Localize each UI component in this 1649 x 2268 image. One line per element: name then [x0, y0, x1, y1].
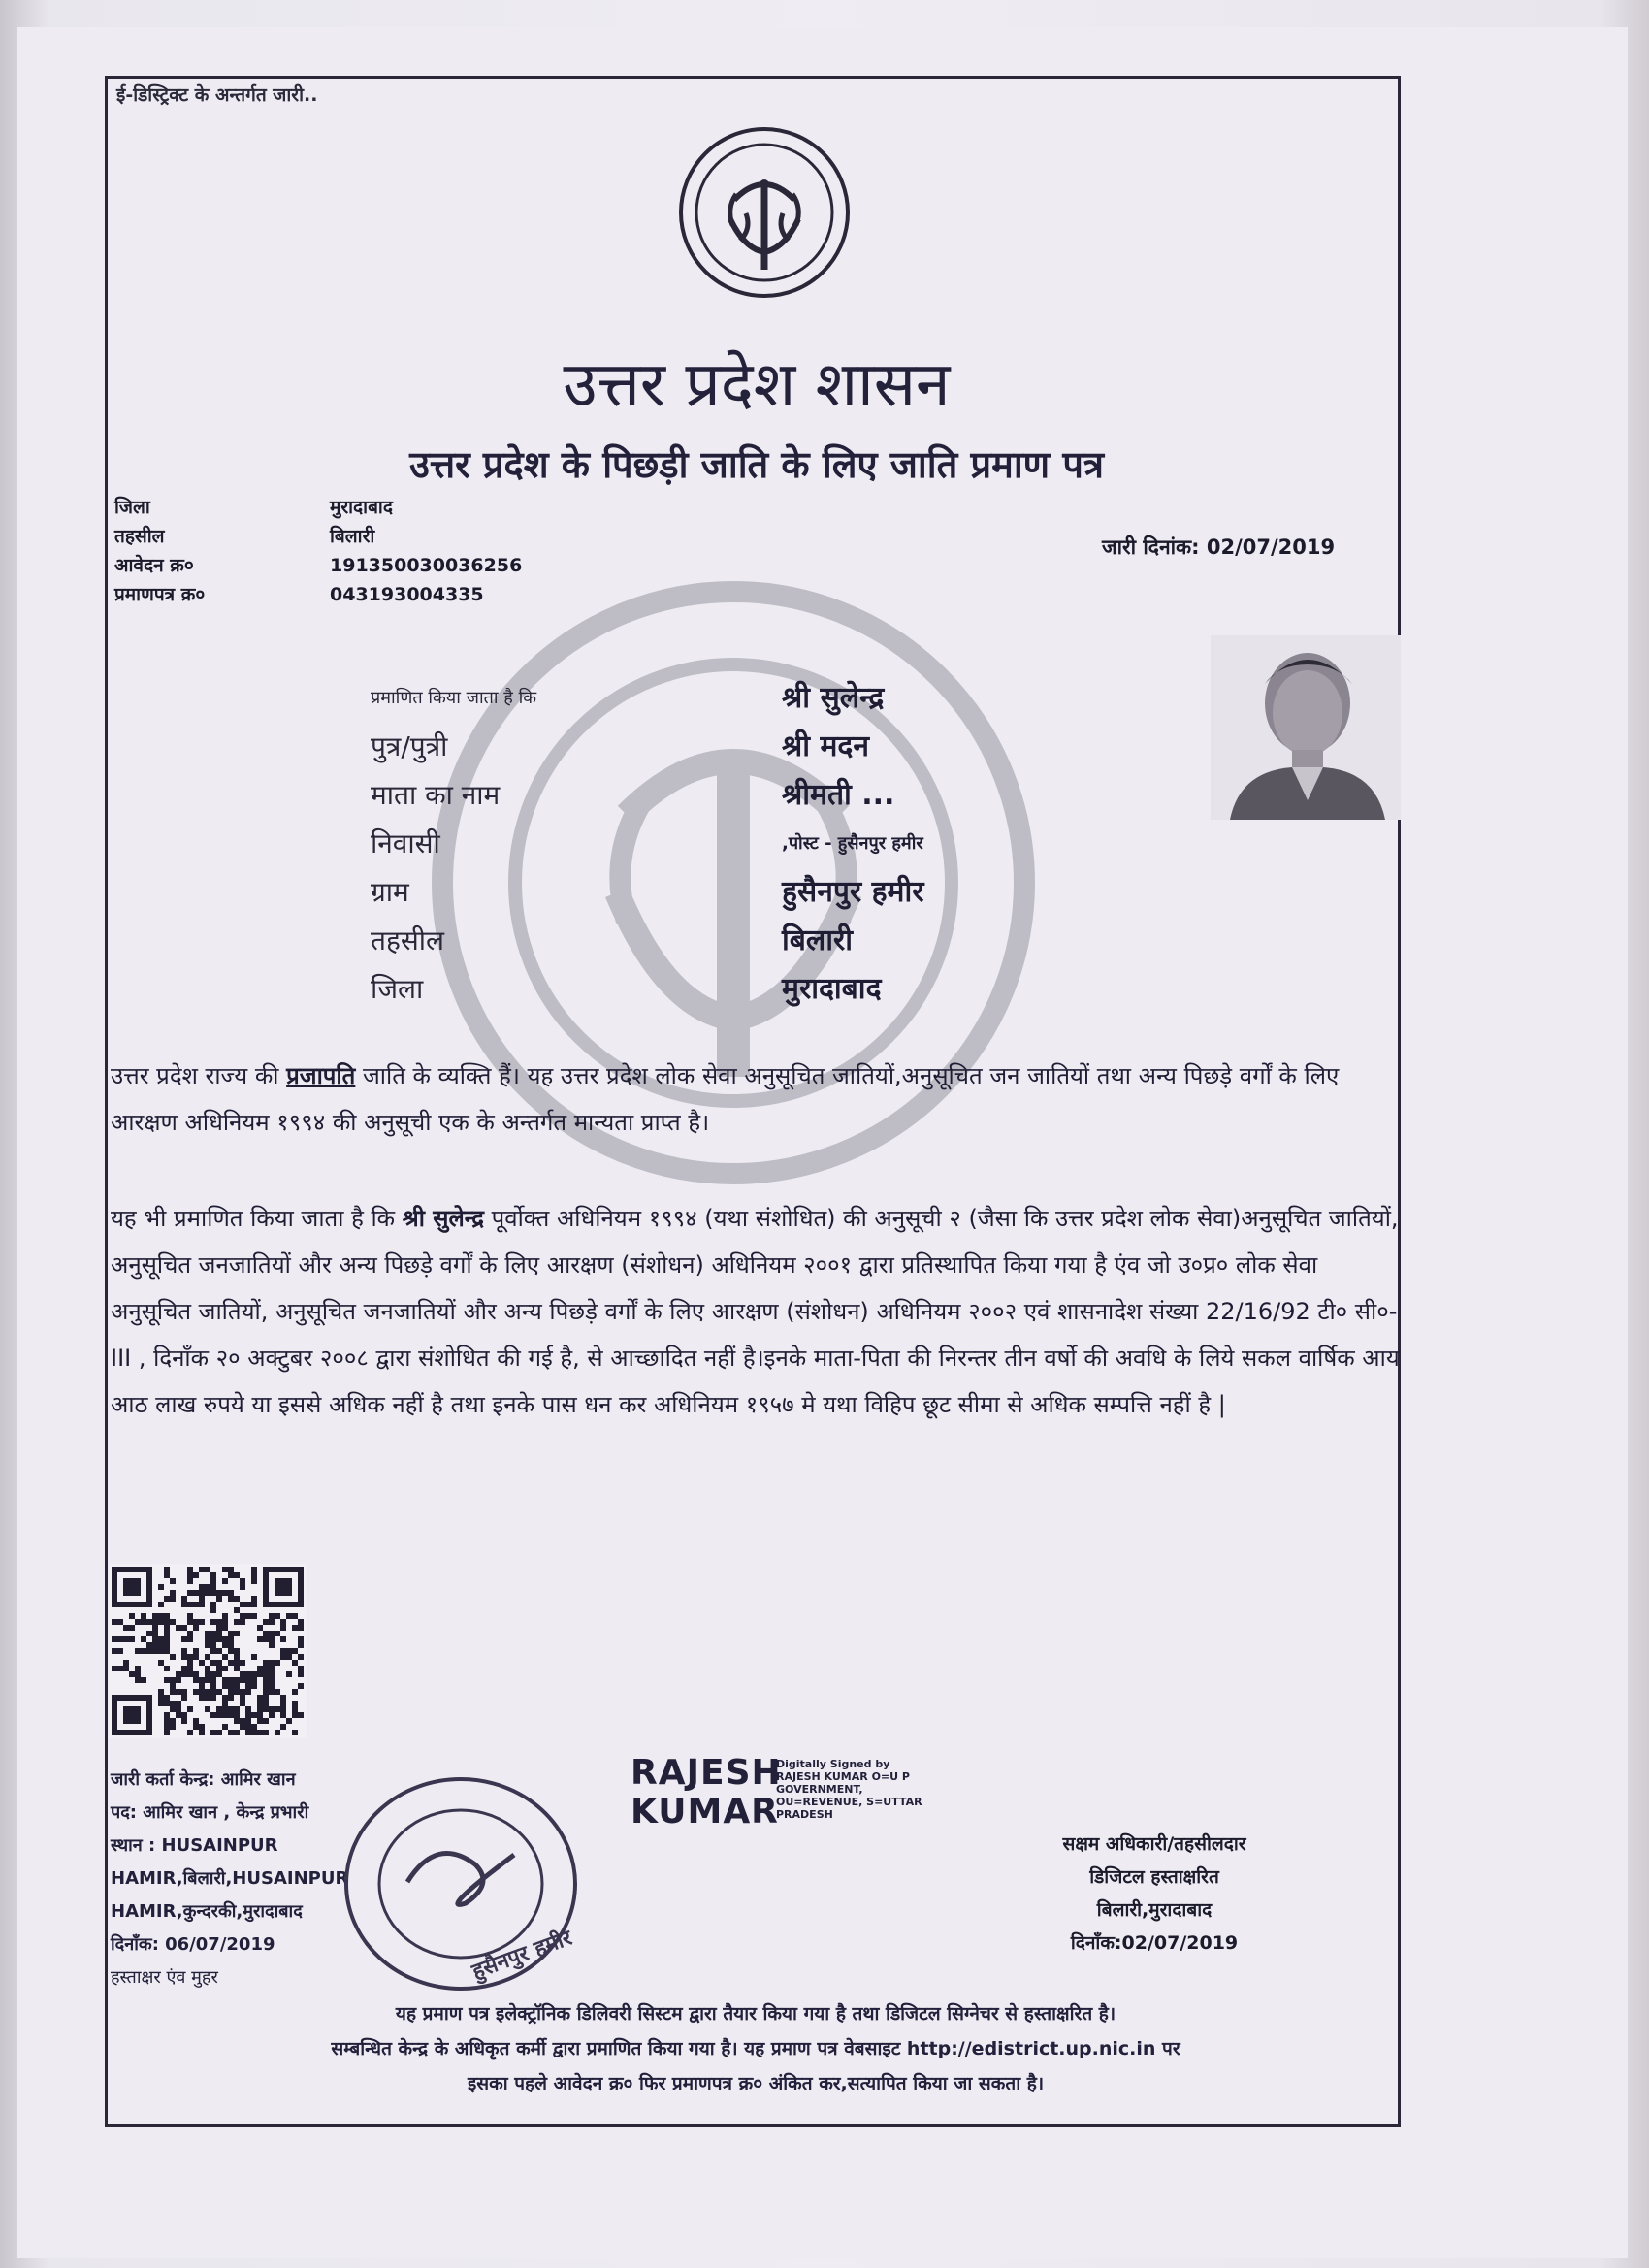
para1-pre: उत्तर प्रदेश राज्य की [111, 1062, 287, 1089]
stamp-text: हुसैनपुर हमीर [469, 1926, 576, 1985]
field-label-mother-name: माता का नाम [371, 779, 501, 811]
field-value-father: श्री मदन [782, 729, 869, 763]
district-label: जिला [114, 497, 150, 518]
issuer-center: जारी कर्ता केन्द्र: आमिर खान [111, 1769, 296, 1790]
page-title: उत्तर प्रदेश शासन [563, 349, 951, 421]
field-label-resident: निवासी [371, 827, 440, 859]
para1-post: जाति के व्यक्ति हैं। यह उत्तर प्रदेश लोक सेवा अनुसूचित जातियों,अनुसूचित जन जातियों तथा अन्य पिछड़े वर्गों के लिए आरक्षण अधिनियम १९९४ की अनुसूची एक के अन्तर्गत मान्यता प्राप्त है। [111, 1062, 1340, 1136]
issuer-place-line3: HAMIR,कुन्दरकी,मुरादाबाद [111, 1901, 303, 1922]
issuing-officer-block [1009, 1828, 1300, 1960]
certificate-number-value: 043193004335 [330, 584, 484, 605]
field-label-certified: प्रमाणित किया जाता है कि [371, 688, 537, 708]
application-number-label: आवेदन क्र० [114, 555, 194, 576]
para2-applicant-name: श्री सुलेन्द्र [402, 1205, 484, 1232]
field-labels [371, 674, 623, 1014]
application-number-value: 191350030036256 [330, 555, 523, 576]
certificate-subtitle: उत्तर प्रदेश के पिछड़ी जाति के लिए जाति प्रमाण पत्र [409, 443, 1104, 486]
caste-statement-paragraph [111, 1053, 1401, 1146]
para2-pre: यह भी प्रमाणित किया जाता है कि [111, 1205, 403, 1232]
meta-values [330, 493, 522, 609]
field-label-son-daughter: पुत्र/पुत्री [371, 730, 448, 762]
verification-footer [113, 1996, 1399, 2101]
sig-detail-line: PRADESH [776, 1808, 833, 1821]
applicant-photo [1211, 635, 1401, 820]
tehsil-value: बिलारी [330, 526, 375, 547]
field-value-name: श्री सुलेन्द्र [782, 681, 885, 715]
caste-name: प्रजापति [286, 1062, 356, 1089]
issuer-block [111, 1764, 348, 1994]
field-values [782, 674, 1170, 1014]
footer-line-3: इसका पहले आवेदन क्र० फिर प्रमाणपत्र क्र० अंकित कर,सत्यापित किया जा सकता है। [467, 2073, 1045, 2094]
creamy-layer-paragraph [111, 1195, 1401, 1428]
field-value-tehsil: बिलारी [782, 923, 854, 957]
field-label-village: ग्राम [371, 876, 409, 908]
field-value-district: मुरादाबाद [782, 972, 882, 1006]
district-value: मुरादाबाद [330, 497, 393, 518]
certificate-number-label: प्रमाणपत्र क्र० [114, 584, 206, 605]
field-label-district: जिला [371, 973, 424, 1005]
issuer-place: स्थान : HUSAINPUR [111, 1835, 278, 1856]
issuer-date: दिनाँक: 06/07/2019 [111, 1934, 275, 1955]
up-emblem-icon [676, 124, 853, 301]
round-stamp-icon [330, 1767, 592, 2000]
officer-location: बिलारी,मुरादाबाद [1096, 1899, 1212, 1921]
sig-detail-line: Digitally Signed by [776, 1758, 890, 1770]
officer-digital-signed: डिजिटल हस्ताक्षरित [1089, 1866, 1219, 1888]
digital-signature-details [776, 1758, 922, 1821]
officer-date: दिनाँक:02/07/2019 [1070, 1932, 1239, 1954]
sig-detail-line: GOVERNMENT, [776, 1783, 863, 1796]
field-label-tehsil: तहसील [371, 924, 444, 956]
issuer-post: पद: आमिर खान , केन्द्र प्रभारी [111, 1802, 309, 1823]
signer-first-name: RAJESH [630, 1753, 782, 1793]
header-note: ई-डिस्ट्रिक्ट के अन्तर्गत जारी.. [116, 84, 318, 106]
officer-title: सक्षम अधिकारी/तहसीलदार [1062, 1833, 1246, 1855]
field-value-village: हुसैनपुर हमीर [782, 875, 924, 909]
digital-signer-name [630, 1754, 782, 1831]
signature-and-seal-label: हस्ताक्षर एंव मुहर [111, 1967, 218, 1988]
issue-date: जारी दिनांक: 02/07/2019 [1102, 535, 1336, 559]
field-value-resident: ,पोस्ट - हुसैनपुर हमीर [782, 833, 923, 854]
sig-detail-line: OU=REVENUE, S=UTTAR [776, 1796, 922, 1808]
footer-line-1: यह प्रमाण पत्र इलेक्ट्रॉनिक डिलिवरी सिस्टम द्वारा तैयार किया गया है तथा डिजिटल सिग्नेचर से हस्ताक्षरित है। [395, 2003, 1116, 2025]
tehsil-label: तहसील [114, 526, 165, 547]
issuer-place-line2: HAMIR,बिलारी,HUSAINPUR [111, 1868, 349, 1889]
footer-line-2: सम्बन्धित केन्द्र के अधिकृत कर्मी द्वारा प्रमाणित किया गया है। यह प्रमाण पत्र वेबसाइट http://edistrict.up.nic.in पर [331, 2038, 1180, 2059]
meta-labels [114, 493, 205, 609]
signer-last-name: KUMAR [630, 1792, 779, 1831]
sig-detail-line: RAJESH KUMAR O=U P [776, 1770, 910, 1783]
qr-code-icon[interactable] [109, 1564, 307, 1738]
para2-post: पूर्वोक्त अधिनियम १९९४ (यथा संशोधित) की अनुसूची २ (जैसा कि उत्तर प्रदेश लोक सेवा)अनुसूचित जातियों, अनुसूचित जनजातियों और अन्य पिछड़े वर्गों के लिए आरक्षण (संशोधन) अधिनियम २००१ द्वारा प्रतिस्थापित किया गया है एंव जो उ०प्र० लोक सेवा अनुसूचित जातियों, अनुसूचित जनजातियों और अन्य पिछड़े वर्गों के लिए आरक्षण (संशोधन) अधिनियम २००२ एवं शासनादेश संख्या 22/16/92 टी० सी०-III , दिनाँक २० अक्टुबर २००८ द्वारा संशोधित की गई है, से आच्छादित नहीं है।इनके माता-पिता की निरन्तर तीन वर्षो की अवधि के लिये सकल वार्षिक आय आठ लाख रुपये या इससे अधिक नहीं है तथा इनके पास धन कर अधिनियम १९५७ मे यथा विहिप छूट सीमा से अधिक सम्पत्ति नहीं है | [111, 1205, 1400, 1418]
field-value-mother: श्रीमती ... [782, 778, 895, 812]
